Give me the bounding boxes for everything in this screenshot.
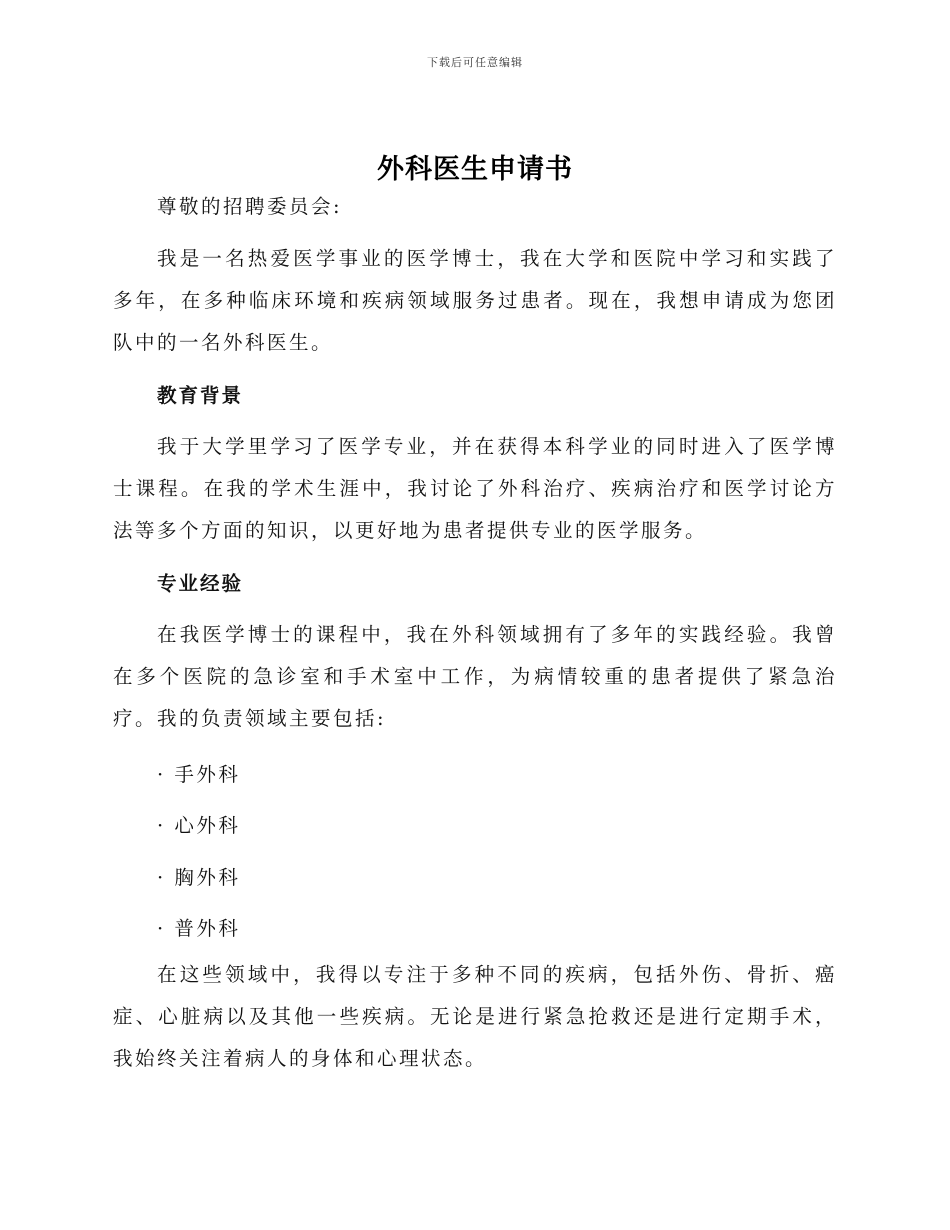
intro-paragraph: 我是一名热爱医学事业的医学博士，我在大学和医院中学习和实践了多年，在多种临床环境和疾病领域服务过患者。现在，我想申请成为您团队中的一名外科医生。 [113, 247, 837, 354]
list-item: · 普外科 [157, 917, 241, 940]
list-item: · 心外科 [157, 814, 241, 837]
education-paragraph: 我于大学里学习了医学专业，并在获得本科学业的同时进入了医学博士课程。在我的学术生涯中，我讨论了外科治疗、疾病治疗和医学讨论方法等多个方面的知识，以更好地为患者提供专业的医学服务。 [113, 435, 837, 542]
list-item: · 手外科 [157, 763, 241, 786]
closing-paragraph: 在这些领域中，我得以专注于多种不同的疾病，包括外伤、骨折、癌症、心脏病以及其他一些疾病。无论是进行紧急抢救还是进行定期手术，我始终关注着病人的身体和心理状态。 [113, 963, 837, 1070]
header-note: 下载后可任意编辑 [427, 56, 523, 69]
list-item: · 胸外科 [157, 866, 241, 889]
salutation: 尊敬的招聘委员会: [157, 195, 343, 218]
education-heading: 教育背景 [157, 384, 244, 407]
document-title: 外科医生申请书 [377, 154, 573, 185]
experience-heading: 专业经验 [157, 572, 244, 595]
experience-paragraph: 在我医学博士的课程中，我在外科领域拥有了多年的实践经验。我曾在多个医院的急诊室和手术室中工作，为病情较重的患者提供了紧急治疗。我的负责领域主要包括: [113, 623, 837, 730]
